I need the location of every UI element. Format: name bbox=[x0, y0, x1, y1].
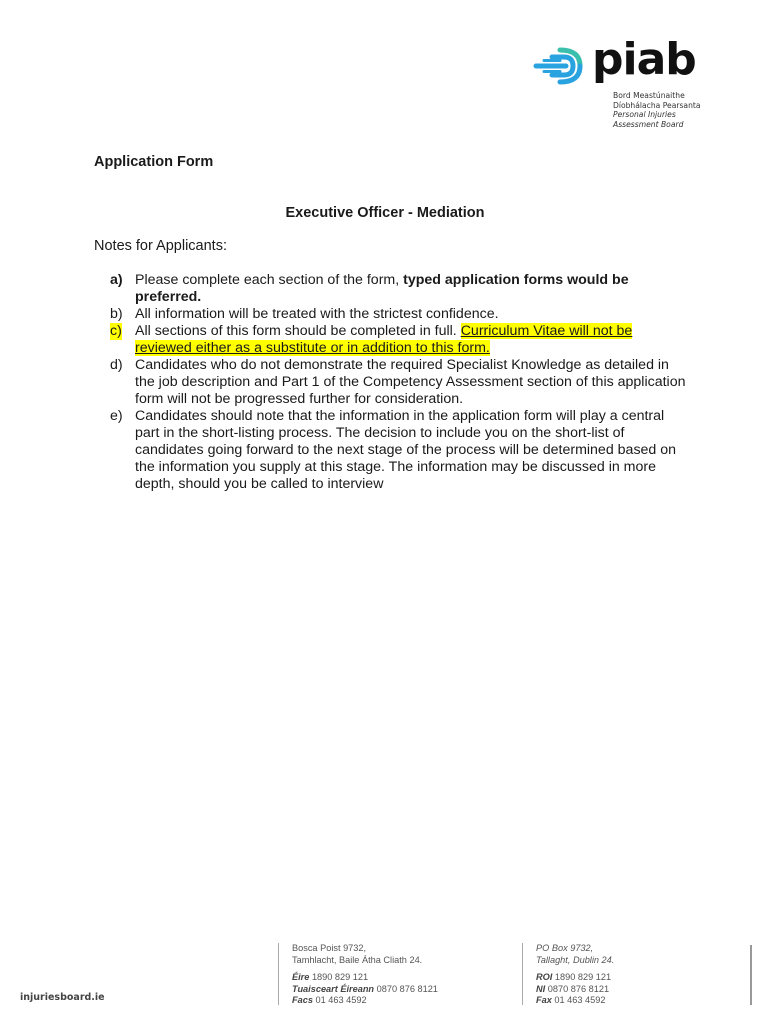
fax-line bbox=[292, 995, 438, 1007]
phone-line bbox=[536, 984, 614, 996]
fax-number: 01 463 4592 bbox=[554, 995, 606, 1005]
note-text: All sections of this form should be completed in full. bbox=[135, 323, 461, 339]
document-title bbox=[0, 205, 770, 221]
note-marker: d) bbox=[110, 357, 123, 373]
fax-line bbox=[536, 995, 614, 1007]
website-link[interactable]: injuriesboard.ie bbox=[20, 992, 105, 1003]
address-line: Tamhlacht, Baile Átha Cliath 24. bbox=[292, 954, 423, 965]
footer-divider bbox=[750, 945, 752, 1005]
note-marker: b) bbox=[110, 306, 123, 322]
note-item bbox=[110, 357, 690, 408]
logo-sub-line: Díobhálacha Pearsanta bbox=[613, 100, 701, 110]
phone-label: Tuaisceart Éireann bbox=[292, 983, 375, 994]
note-marker: e) bbox=[110, 408, 123, 424]
note-text: Please complete each section of the form, bbox=[135, 272, 404, 288]
note-item bbox=[110, 323, 690, 357]
note-bold-text: typed application forms would be preferred. bbox=[135, 272, 629, 305]
phone-label: ROI bbox=[536, 972, 553, 982]
piab-swoosh-icon bbox=[530, 46, 586, 86]
phone-number: 1890 829 121 bbox=[554, 972, 612, 982]
address-line: PO Box 9732, bbox=[536, 943, 594, 953]
footer-english-contact bbox=[522, 943, 614, 1005]
footer-irish-contact bbox=[278, 943, 438, 1005]
note-item bbox=[110, 272, 690, 306]
note-item bbox=[110, 408, 690, 493]
note-highlight-text: Curriculum Vitae will not be reviewed either as a substitute or in addition to this form. bbox=[135, 323, 633, 356]
address-line: Tallaght, Dublin 24. bbox=[536, 954, 615, 965]
note-marker: a) bbox=[110, 272, 123, 288]
logo-wordmark: piab bbox=[592, 34, 696, 85]
piab-logo bbox=[530, 34, 720, 130]
phone-number: 0870 876 8121 bbox=[547, 983, 610, 994]
note-text: All information will be treated with the strictest confidence. bbox=[135, 306, 499, 322]
logo-sub-line: Bord Meastúnaithe bbox=[613, 91, 685, 100]
title-text: Executive Officer - Mediation bbox=[285, 205, 485, 221]
logo-sub-line: Assessment Board bbox=[613, 119, 684, 129]
document-heading: Application Form bbox=[94, 154, 214, 170]
fax-label: Facs bbox=[292, 995, 313, 1005]
note-item bbox=[110, 306, 690, 323]
fax-number: 01 463 4592 bbox=[315, 995, 367, 1005]
phone-number: 0870 876 8121 bbox=[376, 983, 438, 994]
logo-sub-line: Personal Injuries bbox=[613, 110, 676, 119]
notes-list bbox=[110, 272, 690, 493]
phone-line bbox=[292, 984, 438, 996]
fax-label: Fax bbox=[536, 995, 552, 1005]
note-text: Candidates should note that the information in the application form will play a central part in the short-listing process. The decision to include you on the short-list of candidates going forward to the next stage of the process will be determined based on the information you supply at this stage. The information may be discussed in more depth, should you be called to interview bbox=[135, 408, 677, 492]
phone-line bbox=[292, 972, 438, 984]
address-line: Bosca Poist 9732, bbox=[292, 943, 367, 953]
phone-label: NI bbox=[536, 983, 546, 994]
note-marker: c) bbox=[110, 323, 122, 339]
phone-line bbox=[536, 972, 614, 984]
note-text: Candidates who do not demonstrate the required Specialist Knowledge as detailed in the job description and Part 1 of the Competency Assessment section of this application form will not be progressed further for consideration. bbox=[135, 357, 686, 407]
phone-number: 1890 829 121 bbox=[311, 972, 369, 982]
notes-heading: Notes for Applicants: bbox=[94, 238, 227, 254]
logo-subtitle bbox=[613, 91, 701, 129]
phone-label: Éire bbox=[292, 972, 310, 982]
page-footer bbox=[0, 940, 770, 1010]
